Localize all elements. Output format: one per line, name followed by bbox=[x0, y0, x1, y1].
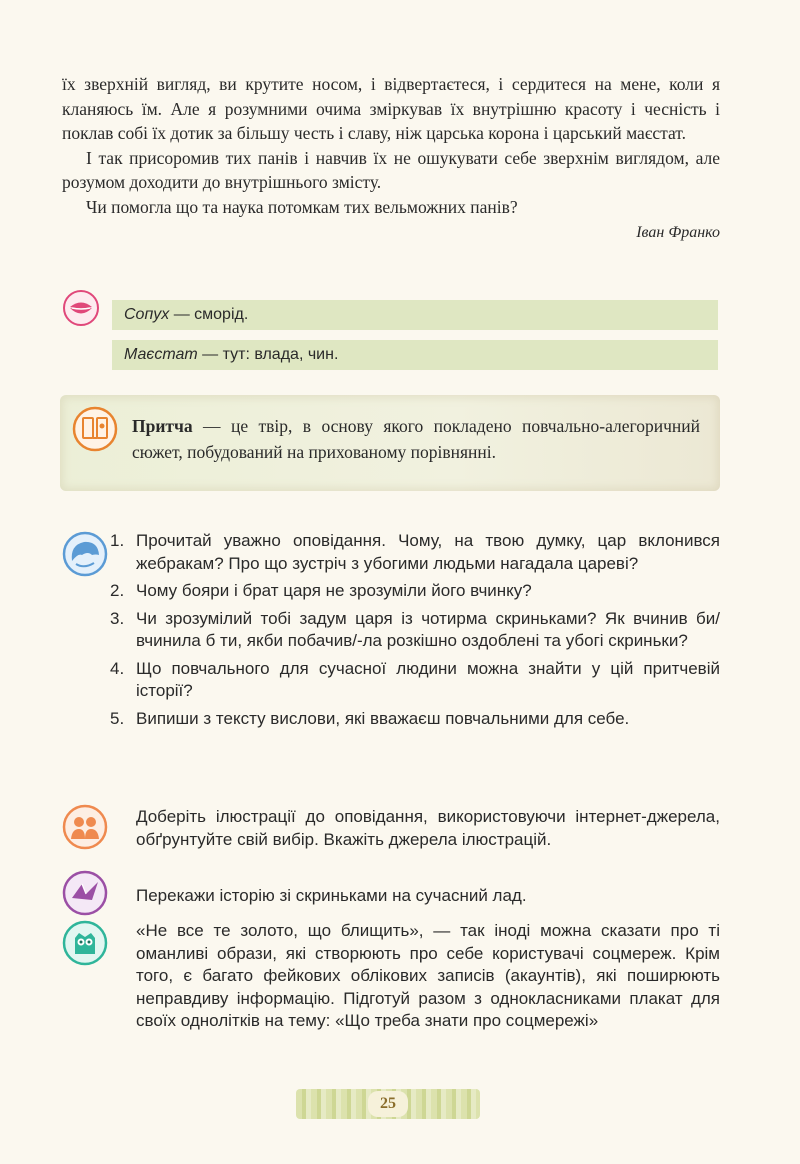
vocab-entry bbox=[112, 340, 718, 370]
vocab-definition: — сморід. bbox=[169, 306, 249, 323]
owl-icon bbox=[62, 920, 108, 966]
question-text: Що повчального для сучасної людини можна знайти у цій притчевій історії? bbox=[136, 658, 720, 700]
definition-body: — це твір, в основу якого покладено повчально-алегоричний сюжет, побудований на прихованому порівнянні. bbox=[132, 416, 700, 462]
question-text: Випиши з тексту вислови, які вважаєш повчальними для себе. bbox=[136, 708, 630, 728]
vocab-term: Маєстат bbox=[124, 346, 198, 363]
page-number: 25 bbox=[368, 1091, 408, 1117]
vocab-term: Сопух bbox=[124, 306, 170, 323]
question-number: 4. bbox=[110, 658, 125, 678]
paper-crane-icon bbox=[62, 870, 108, 916]
question-item bbox=[110, 530, 720, 575]
story-paragraph: Чи помогла що та наука потомкам тих вельможних панів? bbox=[86, 196, 518, 217]
question-text: Чому бояри і брат царя не зрозуміли його вчинку? bbox=[136, 581, 532, 600]
question-item bbox=[110, 580, 720, 603]
definition-term: Притча bbox=[132, 416, 193, 436]
book-icon bbox=[72, 406, 118, 452]
question-item bbox=[110, 658, 720, 703]
story-paragraph: їх зверхній вигляд, ви крутите носом, і відвертаєтеся, і сердитеся на мене, коли я кланяюсь їм. Але я розумними очима зміркував їх внутрішню красоту і чесність і поклав собі їх дотик за більшу честь і славу, ніж царська корона і царський маєстат. bbox=[62, 74, 720, 143]
vocab-entry bbox=[112, 300, 718, 330]
task-group: Доберіть ілюстрації до оповідання, використовуючи інтернет-джерела, обґрунтуйте свій вибір. Вкажіть джерела ілюстрацій. bbox=[136, 807, 720, 849]
task-creative: Перекажи історію зі скриньками на сучасний лад. bbox=[136, 886, 527, 905]
question-text: Прочитай уважно оповідання. Чому, на твою думку, цар вклонився жебракам? Про що зустріч з убогими людьми нагадала цареві? bbox=[136, 531, 720, 573]
task-project: «Не все те золото, що блищить», — так іноді можна сказати про ті оманливі образи, які створюють про себе користувачі соцмереж. Крім того, є багато фейкових облікових записів (акаунтів), які поширюють неправдиву інформацію. Підготуй разом з однокласниками плакат для своїх однолітків на тему: «Що треба знати про соцмережі» bbox=[136, 921, 720, 1030]
question-number: 5. bbox=[110, 708, 125, 728]
question-text: Чи зрозумілий тобі задум царя із чотирма скриньками? Як вчинив би/ вчинила б ти, якби побачив/-ла розкішно оздоблені та убогі скриньки? bbox=[136, 608, 720, 650]
question-item bbox=[110, 708, 720, 731]
thinking-head-icon bbox=[62, 531, 108, 577]
question-list bbox=[110, 530, 720, 735]
definition-text bbox=[132, 413, 700, 465]
author-signature: Іван Франко bbox=[636, 224, 720, 241]
story-paragraph: І так присоромив тих панів і навчив їх не ошукувати себе зверхнім виглядом, але розумом доходити до внутрішнього змісту. bbox=[62, 147, 720, 192]
pair-icon bbox=[62, 804, 108, 850]
question-number: 1. bbox=[110, 531, 125, 550]
vocab-definition: — тут: влада, чин. bbox=[197, 346, 339, 363]
question-number: 3. bbox=[110, 608, 125, 628]
question-item bbox=[110, 608, 720, 653]
lips-icon bbox=[62, 289, 100, 327]
question-number: 2. bbox=[110, 581, 125, 600]
story-text bbox=[62, 72, 720, 246]
